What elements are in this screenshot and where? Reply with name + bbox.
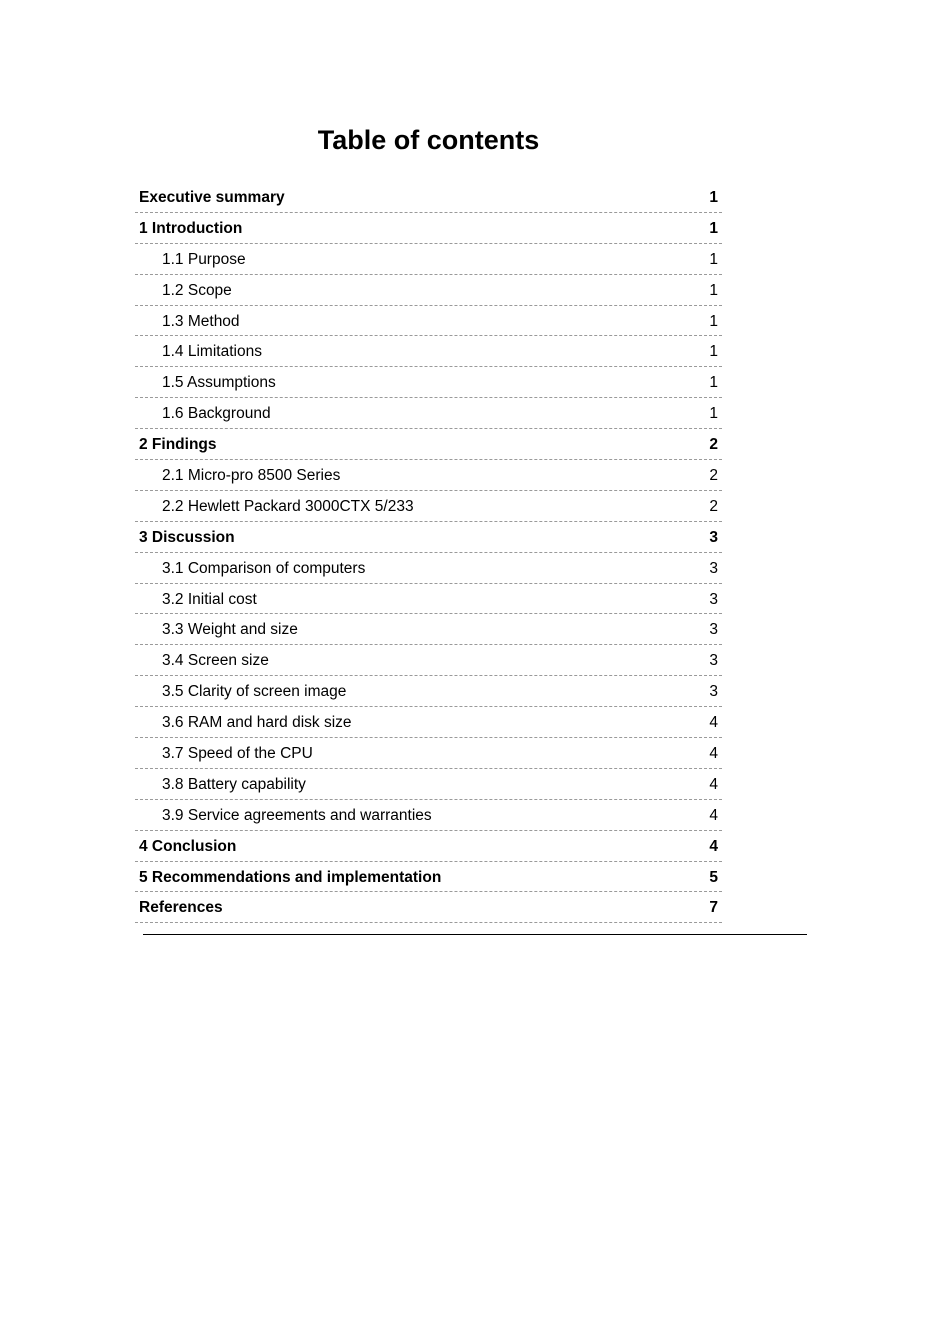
toc-page-number: 1 <box>709 312 718 330</box>
toc-page-number: 1 <box>709 343 718 361</box>
toc-entry-label: 3.5 Clarity of screen image <box>162 683 347 701</box>
toc-entry-label: 5 Recommendations and implementation <box>139 868 442 886</box>
toc-entry-label: 1.3 Method <box>162 312 240 330</box>
toc-entry-label: 3.8 Battery capability <box>162 775 306 793</box>
toc-entry-label: 1.5 Assumptions <box>162 374 276 392</box>
toc-section-entry[interactable] <box>135 182 722 213</box>
toc-entry-label: 1 Introduction <box>139 219 243 237</box>
toc-page-number: 1 <box>709 281 718 299</box>
toc-subsection-entry[interactable] <box>135 367 722 398</box>
toc-page-number: 1 <box>709 219 718 237</box>
toc-subsection-entry[interactable] <box>135 553 722 584</box>
toc-subsection-entry[interactable] <box>135 676 722 707</box>
toc-entry-label: 3.6 RAM and hard disk size <box>162 714 352 732</box>
toc-subsection-entry[interactable] <box>135 584 722 615</box>
toc-entry-label: References <box>139 899 223 917</box>
horizontal-rule <box>143 934 807 935</box>
toc-page-number: 3 <box>709 559 718 577</box>
toc-page-number: 1 <box>709 188 718 206</box>
toc-entry-label: 2.1 Micro-pro 8500 Series <box>162 466 341 484</box>
toc-subsection-entry[interactable] <box>135 614 722 645</box>
toc-section-entry[interactable] <box>135 892 722 923</box>
toc-subsection-entry[interactable] <box>135 491 722 522</box>
toc-page-number: 3 <box>709 683 718 701</box>
toc-page-number: 3 <box>709 590 718 608</box>
toc-section-entry[interactable] <box>135 831 722 862</box>
toc-section-entry[interactable] <box>135 429 722 460</box>
toc-subsection-entry[interactable] <box>135 800 722 831</box>
toc-entry-label: 4 Conclusion <box>139 837 237 855</box>
toc-subsection-entry[interactable] <box>135 738 722 769</box>
toc-entry-label: 2.2 Hewlett Packard 3000CTX 5/233 <box>162 497 414 515</box>
toc-page-number: 7 <box>709 899 718 917</box>
toc-entry-label: 1.6 Background <box>162 405 271 423</box>
toc-entry-label: 3 Discussion <box>139 528 235 546</box>
toc-subsection-entry[interactable] <box>135 244 722 275</box>
toc-entry-label: 3.7 Speed of the CPU <box>162 744 313 762</box>
toc-page-number: 4 <box>709 806 718 824</box>
toc-entry-label: 3.9 Service agreements and warranties <box>162 806 432 824</box>
toc-page-number: 4 <box>709 714 718 732</box>
page-title: Table of contents <box>317 125 540 155</box>
toc-entry-label: Executive summary <box>139 188 285 206</box>
toc-subsection-entry[interactable] <box>135 398 722 429</box>
toc-subsection-entry[interactable] <box>135 645 722 676</box>
toc-page-number: 1 <box>709 250 718 268</box>
toc-subsection-entry[interactable] <box>135 275 722 306</box>
toc-page-number: 2 <box>709 466 718 484</box>
toc-subsection-entry[interactable] <box>135 707 722 738</box>
toc-entry-label: 1.4 Limitations <box>162 343 262 361</box>
toc-page-number: 4 <box>709 744 718 762</box>
toc-section-entry[interactable] <box>135 213 722 244</box>
toc-subsection-entry[interactable] <box>135 769 722 800</box>
toc-page-number: 1 <box>709 405 718 423</box>
toc-subsection-entry[interactable] <box>135 306 722 337</box>
toc-entry-label: 1.2 Scope <box>162 281 232 299</box>
toc-entry-label: 1.1 Purpose <box>162 250 246 268</box>
toc-page-number: 3 <box>709 621 718 639</box>
toc-page-number: 2 <box>709 497 718 515</box>
toc-page-number: 3 <box>709 652 718 670</box>
toc-entry-label: 3.4 Screen size <box>162 652 269 670</box>
toc-page-number: 4 <box>709 837 718 855</box>
toc-entry-label: 3.3 Weight and size <box>162 621 298 639</box>
toc-page-number: 4 <box>709 775 718 793</box>
toc-section-entry[interactable] <box>135 862 722 893</box>
toc-entry-label: 3.2 Initial cost <box>162 590 257 608</box>
toc-subsection-entry[interactable] <box>135 336 722 367</box>
table-of-contents <box>135 182 722 923</box>
toc-page-number: 2 <box>709 436 718 454</box>
toc-page-number: 3 <box>709 528 718 546</box>
toc-section-entry[interactable] <box>135 522 722 553</box>
toc-page-number: 1 <box>709 374 718 392</box>
toc-page-number: 5 <box>709 868 718 886</box>
toc-entry-label: 2 Findings <box>139 436 217 454</box>
toc-entry-label: 3.1 Comparison of computers <box>162 559 366 577</box>
toc-subsection-entry[interactable] <box>135 460 722 491</box>
